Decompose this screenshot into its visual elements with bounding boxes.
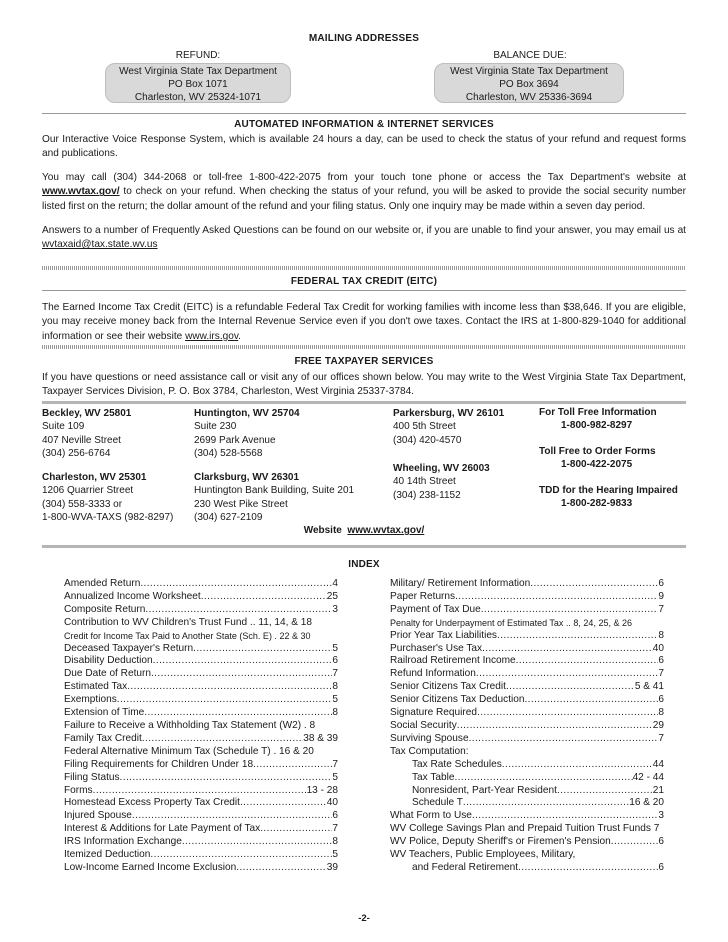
index-entry-label: WV College Savings Plan and Prepaid Tuition Trust Funds 7 xyxy=(390,823,660,835)
index-entry xyxy=(64,849,338,862)
wvtax-website-link[interactable]: www.wvtax.gov/ xyxy=(42,186,120,198)
office-line: Suite 109 xyxy=(42,421,85,433)
office-parkersburg xyxy=(393,407,533,447)
index-entry-page: 29 xyxy=(652,719,664,731)
office-phone: (304) 528-5568 xyxy=(194,448,263,460)
automated-paragraph-2 xyxy=(42,171,686,214)
toll-free-info-number: 1-800-982-8297 xyxy=(561,420,633,432)
office-line: 230 West Pike Street xyxy=(194,498,288,510)
index-dot-leader xyxy=(151,668,332,681)
index-dot-leader xyxy=(240,797,327,810)
index-dot-leader xyxy=(557,785,653,798)
index-dot-leader xyxy=(469,733,659,746)
index-entry-page: 6 xyxy=(658,578,664,589)
office-line: Suite 230 xyxy=(194,421,237,433)
index-entry xyxy=(64,655,338,668)
index-entry xyxy=(64,617,338,630)
index-entry-label: Signature Required xyxy=(390,707,477,719)
index-dot-leader xyxy=(530,578,658,591)
index-dot-leader xyxy=(575,849,664,862)
free-services-heading: FREE TAXPAYER SERVICES xyxy=(294,356,434,367)
index-dot-leader xyxy=(144,707,332,720)
office-line: 40 14th Street xyxy=(393,476,456,488)
index-entry xyxy=(64,630,338,643)
index-entry-label: Tax Table xyxy=(412,771,455,783)
index-dot-leader xyxy=(150,849,332,862)
index-entry-label: Exemptions xyxy=(64,694,117,706)
toll-free-forms-label: Toll Free to Order Forms xyxy=(539,446,656,457)
index-entry-page: 6 xyxy=(658,655,664,667)
office-charleston-title: Charleston, WV 25301 xyxy=(42,472,147,483)
balance-line-1: West Virginia State Tax Department xyxy=(450,66,608,77)
index-dot-leader xyxy=(481,604,659,617)
index-dot-leader xyxy=(140,578,332,591)
index-entry-label: Refund Information xyxy=(390,668,476,680)
index-entry-page: 7 xyxy=(332,823,338,835)
index-entry xyxy=(390,849,664,862)
index-dot-leader xyxy=(518,862,658,875)
index-entry xyxy=(390,733,664,746)
index-entry xyxy=(64,797,338,810)
index-entry-page: 6 xyxy=(332,810,338,822)
index-entry-label: Senior Citizens Tax Deduction xyxy=(390,694,525,706)
office-line: 1206 Quarrier Street xyxy=(42,485,134,497)
hatched-divider xyxy=(42,266,686,270)
index-dot-leader xyxy=(469,746,664,759)
index-dot-leader xyxy=(315,720,338,733)
index-entry xyxy=(64,720,338,733)
index-entry-page: 7 xyxy=(332,758,338,770)
index-dot-leader xyxy=(472,810,658,823)
index-dot-leader xyxy=(312,617,338,630)
eitc-text: The Earned Income Tax Credit (EITC) is a refundable Federal Tax Credit for working families with income less than $38,646. If you are eligible, you may receive money back from the Internal Revenue Service even if you don't owe taxes. Contact the IRS at 1-800-829-1040 for additional information or see their website xyxy=(42,302,686,342)
index-dot-leader xyxy=(314,746,338,759)
index-entry-page: 39 xyxy=(326,861,338,873)
irs-website-link[interactable]: www.irs.gov xyxy=(185,330,239,342)
index-entry xyxy=(64,733,338,746)
index-entry-page: 38 & 39 xyxy=(303,732,338,744)
office-beckley xyxy=(42,407,192,461)
index-entry-page: 8 xyxy=(658,707,664,719)
index-entry xyxy=(390,836,664,849)
index-entry-label: Payment of Tax Due xyxy=(390,603,481,615)
balance-line-3: Charleston, WV 25336-3694 xyxy=(465,91,593,103)
index-dot-leader xyxy=(482,643,653,656)
index-dot-leader xyxy=(477,707,658,720)
index-entry-page: 21 xyxy=(652,784,664,796)
index-entry-label: Paper Returns xyxy=(390,590,456,602)
index-entry xyxy=(390,655,664,668)
index-entry xyxy=(64,810,338,823)
index-entry xyxy=(64,862,338,875)
index-dot-leader xyxy=(454,772,632,785)
balance-line-2: PO Box 3694 xyxy=(499,78,559,90)
eitc-text-end: . xyxy=(238,330,241,342)
index-dot-leader xyxy=(632,617,664,630)
index-dot-leader xyxy=(253,759,332,772)
mailing-heading: MAILING ADDRESSES xyxy=(308,33,420,44)
index-entry xyxy=(64,707,338,720)
index-entry xyxy=(390,694,664,707)
eitc-heading: FEDERAL TAX CREDIT (EITC) xyxy=(290,276,438,287)
eitc-paragraph xyxy=(42,301,686,344)
balance-due-address-box xyxy=(434,63,624,103)
index-entry-page: 7 xyxy=(658,603,664,615)
website-line xyxy=(0,525,728,536)
index-right-column xyxy=(390,578,664,875)
hatched-divider xyxy=(42,345,686,349)
index-entry xyxy=(64,694,338,707)
index-entry xyxy=(390,823,664,836)
index-entry xyxy=(390,617,664,630)
office-huntington xyxy=(194,407,384,461)
index-entry-page: 5 xyxy=(332,642,338,654)
index-entry-label: Contribution to WV Children's Trust Fund .. 11, 14, & 18 xyxy=(64,616,313,628)
index-entry-page: 6 xyxy=(658,861,664,873)
automated-p2-text-b: to check on your refund. When checking the status of your refund, you will be asked to provide the social security number listed first on the return; the dollar amount of the refund and your filing status. Only one inquiry may be made within a seven day period. xyxy=(42,186,686,212)
index-entry-label: Due Date of Return xyxy=(64,668,151,680)
index-dot-leader xyxy=(117,694,333,707)
index-entry-label: Social Security xyxy=(390,719,457,731)
office-phone: (304) 420-4570 xyxy=(393,434,462,446)
index-dot-leader xyxy=(153,655,333,668)
index-entry-label: Composite Return xyxy=(64,603,146,615)
index-entry-label: Filing Requirements for Children Under 18 xyxy=(64,758,254,770)
refund-line-2: PO Box 1071 xyxy=(168,78,228,90)
index-entry-label: Purchaser's Use Tax xyxy=(390,642,483,654)
index-dot-leader xyxy=(516,655,659,668)
index-entry xyxy=(390,797,664,810)
index-entry-label: Failure to Receive a Withholding Tax Statement (W2) . 8 xyxy=(64,719,316,731)
index-entry-label: Deceased Taxpayer's Return xyxy=(64,642,194,654)
refund-line-3: Charleston, WV 25324-1071 xyxy=(134,91,262,103)
office-wheeling xyxy=(393,462,533,502)
index-entry-label: Tax Rate Schedules xyxy=(412,758,502,770)
index-dot-leader xyxy=(260,823,332,836)
index-entry xyxy=(390,604,664,617)
index-entry-page: 40 xyxy=(652,642,664,654)
office-phone: (304) 558-3333 or xyxy=(42,498,123,510)
divider xyxy=(42,113,686,114)
index-entry xyxy=(64,836,338,849)
index-entry-label: and Federal Retirement xyxy=(412,861,519,873)
refund-address-box xyxy=(105,63,291,103)
index-entry-label: Amended Return xyxy=(64,578,141,589)
automated-heading: AUTOMATED INFORMATION & INTERNET SERVICES xyxy=(234,119,494,130)
index-entry-page: 3 xyxy=(332,603,338,615)
index-dot-leader xyxy=(193,643,332,656)
automated-p2-text-a: You may call (304) 344-2068 or toll-free 1-800-422-2075 from your touch tone phone or access the Tax Department's website at xyxy=(42,172,686,183)
index-entry-label: Federal Alternative Minimum Tax (Schedule T) . 16 & 20 xyxy=(64,745,314,757)
automated-paragraph-3 xyxy=(42,224,686,253)
index-entry xyxy=(390,643,664,656)
thick-divider xyxy=(42,401,686,404)
index-dot-leader xyxy=(182,836,333,849)
index-entry xyxy=(64,643,338,656)
index-entry-label: Disability Deduction xyxy=(64,655,153,667)
index-entry xyxy=(390,630,664,643)
index-entry-label: Annualized Income Worksheet xyxy=(64,590,201,602)
wvtax-website-link-2[interactable]: www.wvtax.gov/ xyxy=(347,525,425,536)
index-entry-label: Nonresident, Part-Year Resident xyxy=(412,784,557,796)
office-phone: 1-800-WVA-TAXS (982-8297) xyxy=(42,512,174,524)
index-dot-leader xyxy=(93,785,307,798)
office-phone: (304) 627-2109 xyxy=(194,512,263,524)
index-entry-page: 16 & 20 xyxy=(629,797,664,809)
page-number: -2- xyxy=(358,913,370,924)
index-entry-label: Interest & Additions for Late Payment of Tax xyxy=(64,823,261,835)
index-dot-leader xyxy=(524,694,658,707)
index-entry-label: IRS Information Exchange xyxy=(64,836,182,848)
index-entry-label: Prior Year Tax Liabilities xyxy=(390,629,497,641)
index-dot-leader xyxy=(611,836,659,849)
toll-free-forms xyxy=(539,445,689,472)
index-entry-page: 8 xyxy=(332,707,338,719)
refund-label: REFUND: xyxy=(175,50,221,61)
index-entry-label: Surviving Spouse xyxy=(390,732,469,744)
index-entry-label: Military/ Retirement Information xyxy=(390,578,531,589)
index-entry-page: 5 xyxy=(332,771,338,783)
office-clarksburg xyxy=(194,471,389,525)
index-entry-label: Itemized Deduction xyxy=(64,849,151,861)
index-entry-label: Injured Spouse xyxy=(64,810,132,822)
index-entry xyxy=(390,746,664,759)
index-entry xyxy=(64,681,338,694)
office-line: 407 Neville Street xyxy=(42,434,121,446)
index-entry-label: Schedule T xyxy=(412,797,463,809)
index-entry xyxy=(64,759,338,772)
index-entry-page: 13 - 28 xyxy=(306,784,338,796)
index-entry-label: Credit for Income Tax Paid to Another State (Sch. E) . 22 & 30 xyxy=(64,630,311,641)
divider xyxy=(42,290,686,291)
index-entry xyxy=(390,862,664,875)
index-entry xyxy=(64,604,338,617)
index-entry-page: 6 xyxy=(332,655,338,667)
office-beckley-title: Beckley, WV 25801 xyxy=(42,408,132,419)
index-dot-leader xyxy=(127,681,332,694)
index-entry-page: 8 xyxy=(658,629,664,641)
index-dot-leader xyxy=(506,681,635,694)
index-entry xyxy=(390,720,664,733)
index-entry-page: 9 xyxy=(658,590,664,602)
toll-free-info-label: For Toll Free Information xyxy=(539,407,657,418)
index-entry xyxy=(64,785,338,798)
index-entry xyxy=(390,578,664,591)
office-wheeling-title: Wheeling, WV 26003 xyxy=(393,463,490,474)
index-dot-leader xyxy=(455,591,658,604)
index-entry-label: Senior Citizens Tax Credit xyxy=(390,681,506,693)
index-entry xyxy=(64,591,338,604)
office-charleston xyxy=(42,471,197,525)
index-entry xyxy=(390,785,664,798)
index-entry xyxy=(390,668,664,681)
index-left-column xyxy=(64,578,338,875)
index-dot-leader xyxy=(659,823,664,836)
office-phone: (304) 256-6764 xyxy=(42,448,111,460)
index-entry xyxy=(390,772,664,785)
index-entry-page: 25 xyxy=(326,590,338,602)
balance-due-label: BALANCE DUE: xyxy=(493,50,567,61)
index-entry-label: What Form to Use xyxy=(390,810,472,822)
index-entry-page: 6 xyxy=(658,694,664,706)
index-dot-leader xyxy=(476,668,659,681)
index-entry xyxy=(390,759,664,772)
index-entry-page: 3 xyxy=(658,810,664,822)
index-entry-label: Forms xyxy=(64,784,93,796)
index-entry-label: Family Tax Credit xyxy=(64,732,142,744)
tdd-number: 1-800-282-9833 xyxy=(561,498,633,510)
index-entry-page: 5 xyxy=(332,694,338,706)
index-dot-leader xyxy=(145,604,332,617)
index-entry xyxy=(64,823,338,836)
toll-free-info xyxy=(539,406,689,433)
index-entry-label: Filing Status xyxy=(64,771,120,783)
index-entry xyxy=(390,681,664,694)
index-entry xyxy=(64,746,338,759)
index-entry-page: 40 xyxy=(326,797,338,809)
index-entry-page: 4 xyxy=(332,578,338,589)
toll-free-forms-number: 1-800-422-2075 xyxy=(561,459,633,471)
automated-p3-text: Answers to a number of Frequently Asked Questions can be found on our website or, if you are unable to find your answer, you may email us at xyxy=(42,225,686,236)
index-entry-page: 7 xyxy=(332,668,338,680)
index-entry-label: Tax Computation: xyxy=(390,745,469,757)
index-dot-leader xyxy=(132,810,332,823)
index-dot-leader xyxy=(497,630,658,643)
office-line: Huntington Bank Building, Suite 201 xyxy=(194,485,355,497)
index-entry-label: Railroad Retirement Income xyxy=(390,655,516,667)
office-line: 400 5th Street xyxy=(393,421,456,433)
office-phone: (304) 238-1152 xyxy=(393,489,461,501)
index-dot-leader xyxy=(236,862,327,875)
index-dot-leader xyxy=(463,797,629,810)
index-dot-leader xyxy=(120,772,333,785)
wvtaxaid-email-link[interactable]: wvtaxaid@tax.state.wv.us xyxy=(42,239,158,251)
free-services-paragraph: If you have questions or need assistance call or visit any of our offices shown below. You may write to the West Virginia State Tax Department, Taxpayer Services Division, P. O. Box 3784, Charleston, West Virginia 25337-3784. xyxy=(42,372,686,398)
automated-paragraph-1: Our Interactive Voice Response System, which is available 24 hours a day, can be used to check the status of your refund and request forms and publications. xyxy=(42,134,686,160)
index-entry-label: Penalty for Underpayment of Estimated Tax .. 8, 24, 25, & 26 xyxy=(390,617,632,628)
index-entry-label: WV Teachers, Public Employees, Military, xyxy=(390,849,576,861)
index-entry-page: 8 xyxy=(332,681,338,693)
index-entry xyxy=(64,668,338,681)
office-clarksburg-title: Clarksburg, WV 26301 xyxy=(194,472,300,483)
index-entry-label: Homestead Excess Property Tax Credit xyxy=(64,797,240,809)
refund-line-1: West Virginia State Tax Department xyxy=(119,66,277,77)
index-entry-page: 5 & 41 xyxy=(634,681,664,693)
index-entry-label: Estimated Tax xyxy=(64,681,128,693)
index-heading: INDEX xyxy=(348,559,380,570)
index-entry-page: 6 xyxy=(658,836,664,848)
index-entry xyxy=(390,591,664,604)
index-entry xyxy=(390,810,664,823)
index-entry-label: WV Police, Deputy Sheriff's or Firemen's Pension xyxy=(390,836,611,848)
index-entry-page: 42 - 44 xyxy=(632,771,664,783)
website-label: Website xyxy=(303,525,342,536)
index-dot-leader xyxy=(201,591,327,604)
office-parkersburg-title: Parkersburg, WV 26101 xyxy=(393,408,505,419)
index-dot-leader xyxy=(457,720,653,733)
index-entry-page: 7 xyxy=(658,668,664,680)
index-entry xyxy=(64,578,338,591)
office-huntington-title: Huntington, WV 25704 xyxy=(194,408,300,419)
index-entry-page: 44 xyxy=(652,758,664,770)
index-entry xyxy=(390,707,664,720)
index-entry-page: 7 xyxy=(658,732,664,744)
index-dot-leader xyxy=(142,733,303,746)
index-entry-label: Low-Income Earned Income Exclusion xyxy=(64,861,237,873)
office-line: 2699 Park Avenue xyxy=(194,434,276,446)
index-dot-leader xyxy=(310,630,338,643)
thick-divider xyxy=(42,545,686,548)
index-entry xyxy=(64,772,338,785)
tdd-label: TDD for the Hearing Impaired xyxy=(539,485,678,496)
index-entry-label: Extension of Time xyxy=(64,707,145,719)
index-dot-leader xyxy=(502,759,653,772)
tdd-info xyxy=(539,484,699,511)
index-entry-page: 8 xyxy=(332,836,338,848)
index-entry-page: 5 xyxy=(332,849,338,861)
